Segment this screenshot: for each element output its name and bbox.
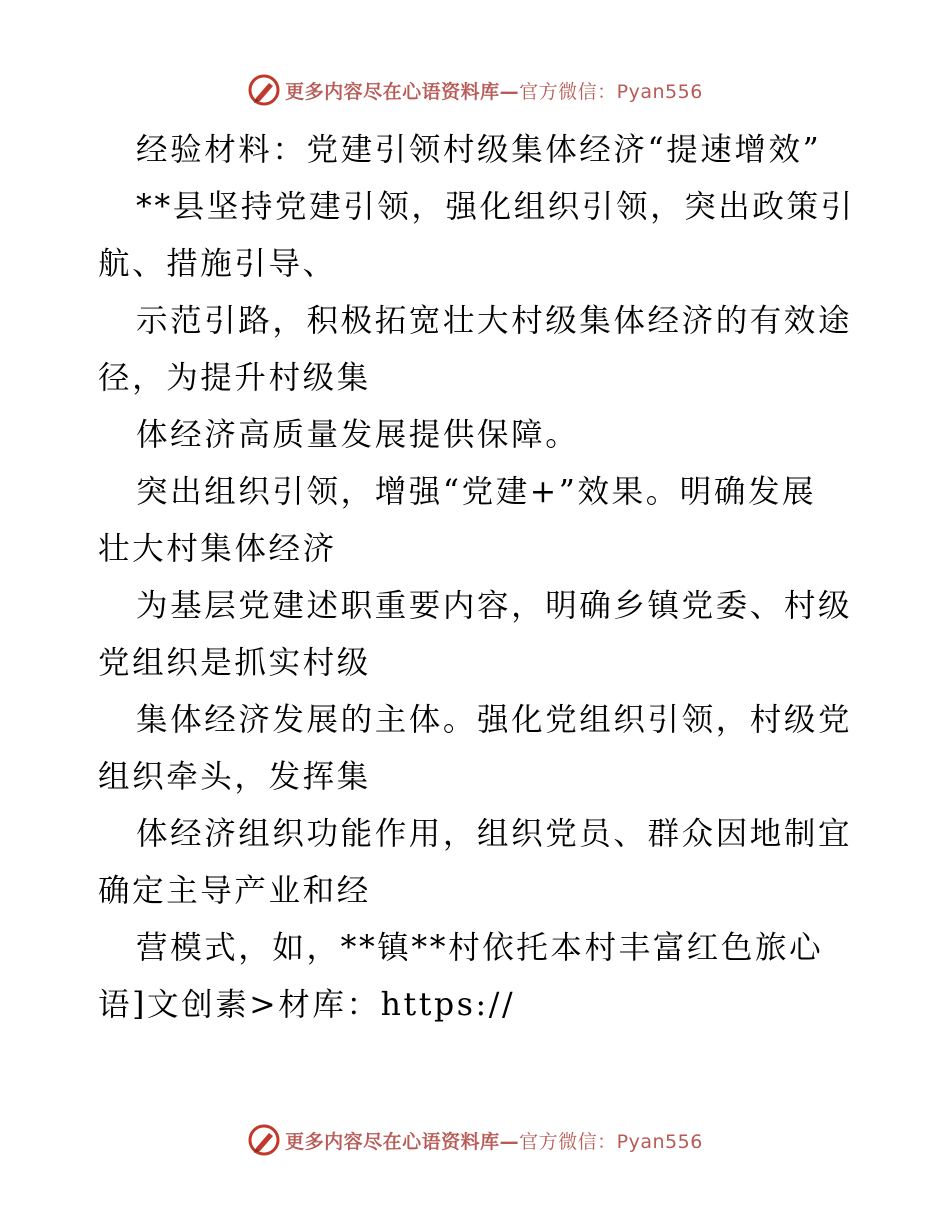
banner-title: 更多内容尽在心语资料库 xyxy=(285,80,500,103)
paragraph-line: 为基层党建述职重要内容，明确乡镇党委、村级 xyxy=(136,588,853,624)
banner-wechat: 官方微信：Pyan556 xyxy=(519,1130,703,1153)
paragraph-line: 语]文创素>材库：https:// xyxy=(98,987,516,1023)
banner-title: 更多内容尽在心语资料库 xyxy=(285,1130,500,1153)
footer-banner xyxy=(0,1120,950,1160)
banner-text xyxy=(285,77,703,104)
doc-title: 经验材料：党建引领村级集体经济“提速增效” xyxy=(136,132,822,168)
paragraph-line: 壮大村集体经济 xyxy=(98,531,337,567)
paragraph-line: 突出组织引领，增强“党建+”效果。明确发展 xyxy=(136,474,817,510)
paragraph-line: 组织牵头，发挥集 xyxy=(98,759,371,795)
paragraph-line: 营模式，如，**镇**村依托本村丰富红色旅心 xyxy=(136,930,824,966)
pen-logo-icon xyxy=(247,73,281,107)
paragraph-line: **县坚持党建引领，强化组织引领，突出政策引 xyxy=(136,189,855,225)
banner-wechat: 官方微信：Pyan556 xyxy=(519,80,703,103)
paragraph-line: 示范引路，积极拓宽壮大村级集体经济的有效途 xyxy=(136,303,853,339)
paragraph-line: 党组织是抓实村级 xyxy=(98,645,371,681)
paragraph-line: 体经济组织功能作用，组织党员、群众因地制宜 xyxy=(136,816,853,852)
document-body xyxy=(98,122,858,1034)
paragraph-line: 确定主导产业和经 xyxy=(98,873,371,909)
banner-dash: — xyxy=(499,1130,520,1153)
paragraph-line: 体经济高质量发展提供保障。 xyxy=(136,417,580,453)
paragraph-line: 航、措施引导、 xyxy=(98,246,337,282)
paragraph-line: 径，为提升村级集 xyxy=(98,360,371,396)
header-banner xyxy=(0,70,950,110)
pen-logo-icon xyxy=(247,1123,281,1157)
banner-dash: — xyxy=(499,80,520,103)
banner-text xyxy=(285,1127,703,1154)
paragraph-line: 集体经济发展的主体。强化党组织引领，村级党 xyxy=(136,702,853,738)
